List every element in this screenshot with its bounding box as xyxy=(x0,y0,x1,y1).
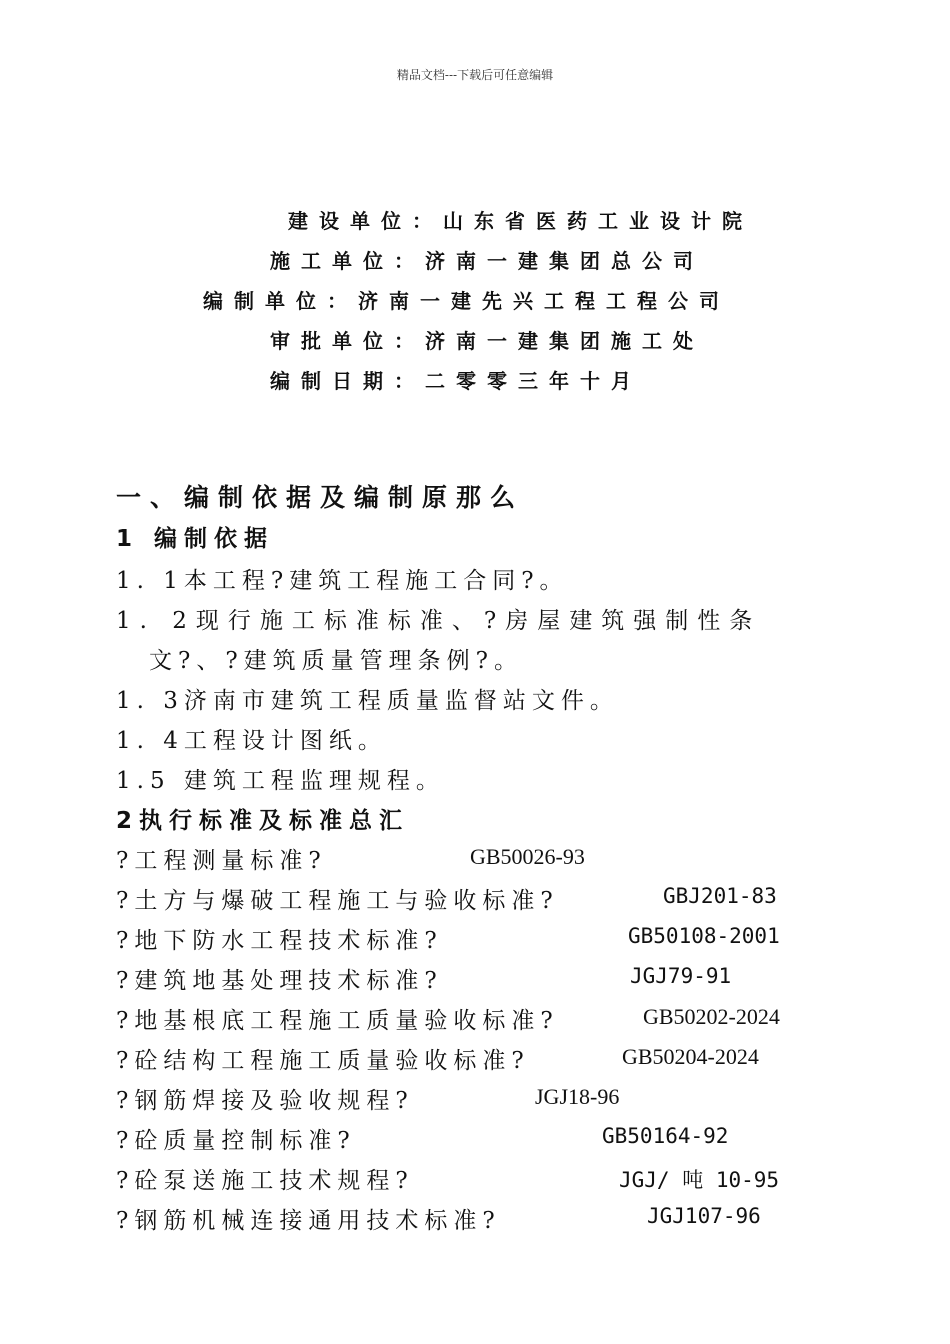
standard-code: JGJ18-96 xyxy=(535,1084,620,1109)
standard-name: ?砼质量控制标准? xyxy=(116,1128,356,1154)
standard-name: ?土方与爆破工程施工与验收标准? xyxy=(116,888,559,914)
standard-code: GBJ201-83 xyxy=(663,884,777,908)
basis-item: 1. 2现行施工标准标准、?房屋建筑强制性条 xyxy=(116,608,762,634)
standard-code: GB50202-2024 xyxy=(643,1004,780,1029)
standard-name: ?砼结构工程施工质量验收标准? xyxy=(116,1048,530,1074)
basis-item: 1. 4工程设计图纸。 xyxy=(116,728,387,754)
cover-line-date: 编制日期：二零零三年十月 xyxy=(270,369,642,393)
standard-code: GB50026-93 xyxy=(470,844,585,869)
cover-line-client: 建设单位：山东省医药工业设计院 xyxy=(288,209,753,233)
standard-code: JGJ79-91 xyxy=(630,964,732,988)
cover-line-compiler: 编制单位：济南一建先兴工程工程公司 xyxy=(203,289,730,313)
standard-code: JGJ/ 吨 10-95 xyxy=(619,1168,780,1192)
standard-name: ?工程测量标准? xyxy=(116,848,327,874)
basis-item: 1. 3济南市建筑工程质量监督站文件。 xyxy=(116,688,619,714)
standard-code: GB50164-92 xyxy=(602,1124,729,1148)
subsection-2-title: 2执行标准及标准总汇 xyxy=(116,808,410,834)
standard-code: JGJ107-96 xyxy=(647,1204,761,1228)
standard-name: ?建筑地基处理技术标准? xyxy=(116,968,443,994)
basis-item: 1.5 建筑工程监理规程。 xyxy=(116,768,445,794)
standard-name: ?砼泵送施工技术规程? xyxy=(116,1168,414,1194)
cover-line-approver: 审批单位：济南一建集团施工处 xyxy=(270,329,704,353)
basis-item-continued: 文?、?建筑质量管理条例?。 xyxy=(149,648,523,674)
standard-name: ?地基根底工程施工质量验收标准? xyxy=(116,1008,559,1034)
standard-name: ?钢筋机械连接通用技术标准? xyxy=(116,1208,501,1234)
page-watermark-header: 精品文档---下载后可任意编辑 xyxy=(396,68,554,82)
standard-code: GB50108-2001 xyxy=(628,924,780,948)
basis-item: 1. 1本工程?建筑工程施工合同?。 xyxy=(116,568,569,594)
cover-line-contractor: 施工单位：济南一建集团总公司 xyxy=(270,249,704,273)
section-1-title: 一、编制依据及编制原那么 xyxy=(116,483,525,512)
subsection-1-title: 1 编制依据 xyxy=(116,526,275,552)
standard-name: ?地下防水工程技术标准? xyxy=(116,928,443,954)
standard-code: GB50204-2024 xyxy=(622,1044,759,1069)
standard-name: ?钢筋焊接及验收规程? xyxy=(116,1088,414,1114)
